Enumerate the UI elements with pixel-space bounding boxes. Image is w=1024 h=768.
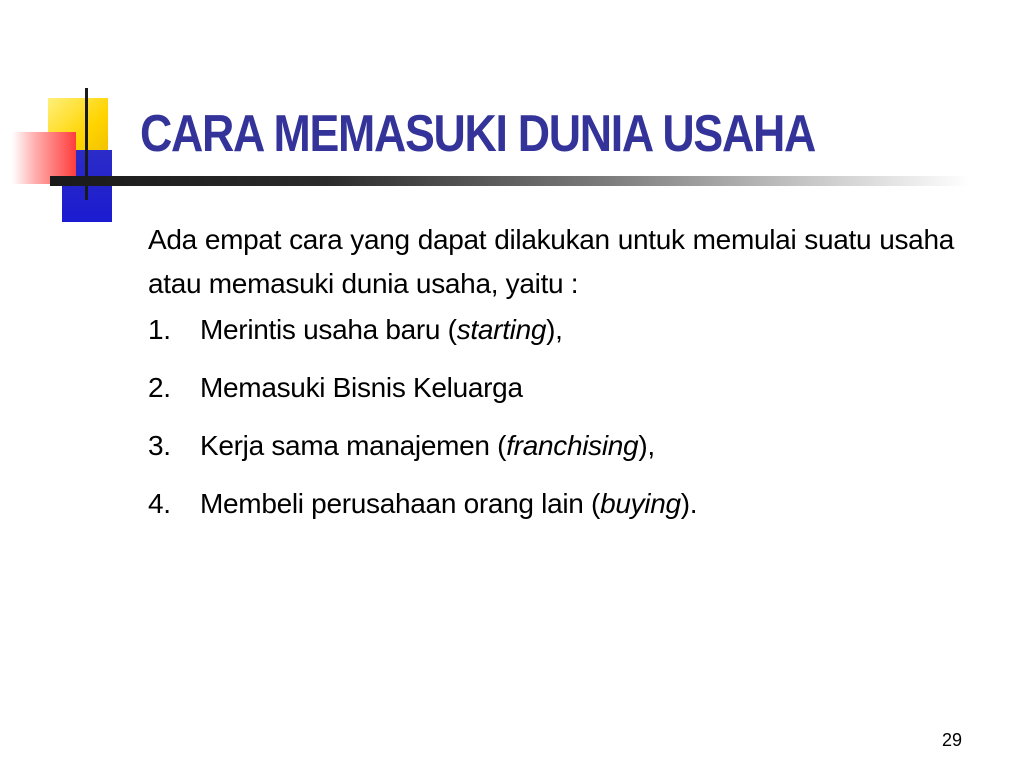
list-item — [148, 424, 954, 482]
list-text-before: Memasuki Bisnis Keluarga — [200, 372, 523, 403]
list-text-before: Merintis usaha baru ( — [200, 314, 457, 345]
slide-content — [148, 218, 954, 540]
list-text — [200, 366, 523, 410]
list-text — [200, 308, 563, 352]
list-text-emphasis: franchising — [506, 430, 639, 461]
list-text — [200, 424, 655, 468]
list-text-after: ). — [680, 488, 698, 519]
list-number: 4 . — [148, 482, 200, 526]
list-number: 2 . — [148, 366, 200, 410]
slide-title: CARA MEMASUKI DUNIA USAHA — [140, 105, 815, 163]
intro-paragraph: Ada empat cara yang dapat dilakukan untuk memulai suatu usaha atau memasuki dunia usaha, yaitu : — [148, 224, 954, 299]
list-text-after: ), — [546, 314, 563, 345]
list-item — [148, 308, 954, 366]
list-number: 3 . — [148, 424, 200, 468]
list-text-before: Kerja sama manajemen ( — [200, 430, 507, 461]
methods-list — [148, 308, 954, 540]
list-text-after: ), — [638, 430, 655, 461]
list-text — [200, 482, 697, 526]
list-text-before: Membeli perusahaan orang lain ( — [200, 488, 601, 519]
list-item — [148, 366, 954, 424]
list-number: 1 . — [148, 308, 200, 352]
title-underline-bar — [50, 176, 970, 186]
list-item — [148, 482, 954, 540]
list-text-emphasis: buying — [600, 488, 681, 519]
list-text-emphasis: starting — [456, 314, 547, 345]
decorative-logo — [0, 0, 140, 240]
page-number: 29 — [941, 730, 962, 750]
